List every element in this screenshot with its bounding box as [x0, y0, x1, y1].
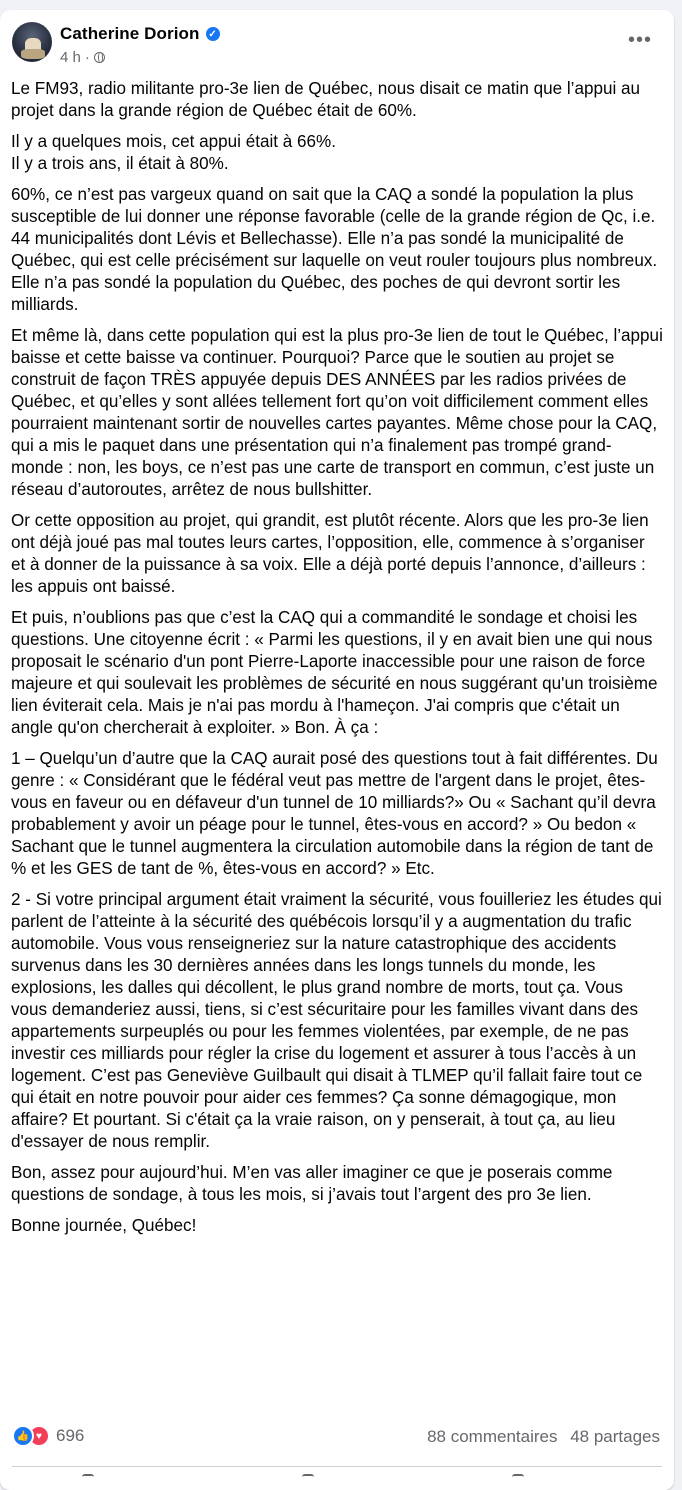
shares-count[interactable]: 48 partages: [570, 1427, 660, 1446]
post-paragraph-8: 2 - Si votre principal argument était vraiment la sécurité, vous fouilleriez les études qui parlent de l’atteinte à la sécurité des québécois lorsqu’il y a augmentation du trafic automobile. Vous vous renseigneriez sur la nature catastrophique des accidents survenus dans les 30 dernières années dans les longs tunnels du monde, les explosions, les dalles qui décollent, le plus grand nombre de morts, tout ça. Vous vous demanderiez aussi, tiens, si c’est sécuritaire pour les familles vivant dans des appartements surpeuplés ou pour les femmes violentées, par exemple, de ne pas investir ces milliards pour régler la crise du logement et assurer à tous l’accès à un logement. C’est pas Geneviève Guilbault qui disait à TLMEP qu’il fallait faire tout ce qui était en notre pouvoir pour aider ces femmes? Ça sonne démagogique, mon affaire? Et pourtant. Si c'était ça la vraie raison, on y penserait, à tout ça, au lieu d'essayer de nous remplir.: [11, 890, 662, 1151]
like-button-icon[interactable]: [82, 1474, 94, 1482]
post-paragraph-9: Bon, assez pour aujourd’hui. M’en vas aller imaginer ce que je poserais comme questions de sondage, à tous les mois, si j’avais tout l’argent des pro 3e lien.: [11, 1163, 613, 1204]
love-reaction-icon: ♥: [28, 1425, 50, 1447]
avatar-figure-base: [21, 49, 45, 59]
author-row: [60, 24, 220, 44]
author-avatar[interactable]: [12, 22, 52, 62]
like-reaction-icon: 👍: [12, 1425, 34, 1447]
post-paragraph-2: Il y a quelques mois, cet appui était à 66%. Il y a trois ans, il était à 80%.: [11, 132, 336, 173]
author-name[interactable]: Catherine Dorion: [60, 24, 200, 43]
reactions-summary[interactable]: [12, 1425, 84, 1447]
meta-separator: ·: [84, 49, 90, 66]
globe-icon[interactable]: [94, 52, 105, 63]
post-paragraph-1: Le FM93, radio militante pro-3e lien de Québec, nous disait ce matin que l’appui au projet dans la grande région de Québec était de 60%.: [11, 79, 641, 120]
verified-badge-icon: ✓: [206, 27, 220, 41]
post-actions-bar: [12, 1472, 662, 1482]
post-timestamp[interactable]: 4 h: [60, 49, 81, 66]
comments-count[interactable]: 88 commentaires: [427, 1427, 558, 1446]
post-paragraph-10: Bonne journée, Québec!: [11, 1216, 197, 1235]
post-paragraph-4: Et même là, dans cette population qui est la plus pro-3e lien de tout le Québec, l’appui baisse et cette baisse va continuer. Pourquoi? Parce que le soutien au projet se construit de façon TRÈS appuyée depuis DES ANNÉES par les radios privées de Québec, et qu’elles y sont allées tellement fort qu’on voit difficilement comment elles pourraient maintenant sortir de nouvelles cartes payantes. Même chose pour la CAQ, qui a mis le paquet dans une présentation qui n’a finalement pas trompé grand-monde : non, les boys, ce n’est pas une carte de transport en commun, c’est juste un réseau d’autoroutes, arrêtez de nous bullshitter.: [11, 326, 663, 499]
post-body: [11, 78, 663, 1246]
more-options-icon[interactable]: •••: [627, 29, 652, 51]
actions-divider: [12, 1466, 662, 1467]
post-paragraph-6: Et puis, n’oublions pas que c’est la CAQ qui a commandité le sondage et choisi les questions. Une citoyenne écrit : « Parmi les questions, il y en avait bien une qui nous proposait le scénario d'un pont Pierre-Laporte inaccessible pour une raison de force majeure et qui soulevait les problèmes de sécurité en nous suggérant qu'un troisième lien éviterait cela. Mais je n'ai pas mordu à l'hameçon. J'ai compris que c'était un angle qu'on chercherait à exploiter. » Bon. À ça :: [11, 608, 658, 737]
post-paragraph-3: 60%, ce n’est pas vargeux quand on sait que la CAQ a sondé la population la plus susceptible de lui donner une réponse favorable (celle de la grande région de Qc, i.e. 44 municipalités dont Lévis et Bellechasse). Elle n’a pas sondé la municipalité de Québec, qui est celle précisément sur laquelle on veut rouler toujours plus nombreux. Elle n’a pas sondé la population du Québec, des poches de qui devront sortir les milliards.: [11, 185, 658, 314]
reaction-count[interactable]: 696: [56, 1426, 85, 1445]
post-paragraph-7: 1 – Quelqu’un d’autre que la CAQ aurait posé des questions tout à fait différentes. Du genre : « Considérant que le fédéral veut pas mettre de l'argent dans le projet, êtes-vous en faveur ou en défaveur d'un tunnel de 10 milliards?» Ou « Sachant qu’il devra probablement y avoir un péage pour le tunnel, êtes-vous en accord? » Ou bedon « Sachant que le tunnel augmentera la circulation automobile dans la région de tant de % et les GES de tant de %, êtes-vous en accord? » Etc.: [11, 749, 658, 878]
share-button-icon[interactable]: [512, 1474, 524, 1482]
comment-button-icon[interactable]: [302, 1474, 314, 1482]
engagement-stats: [419, 1427, 660, 1447]
post-header: [12, 22, 662, 68]
post-meta: [60, 49, 105, 66]
post-stats-bar: [12, 1423, 660, 1447]
post-paragraph-5: Or cette opposition au projet, qui grandit, est plutôt récente. Alors que les pro-3e lien ont déjà joué pas mal toutes leurs cartes, l’opposition, elle, commence à s’organiser et à donner de la puissance à sa voix. Elle a déjà porté depuis l’annonce, d’ailleurs : les appuis ont baissé.: [11, 511, 649, 596]
post-card: [0, 10, 674, 1490]
